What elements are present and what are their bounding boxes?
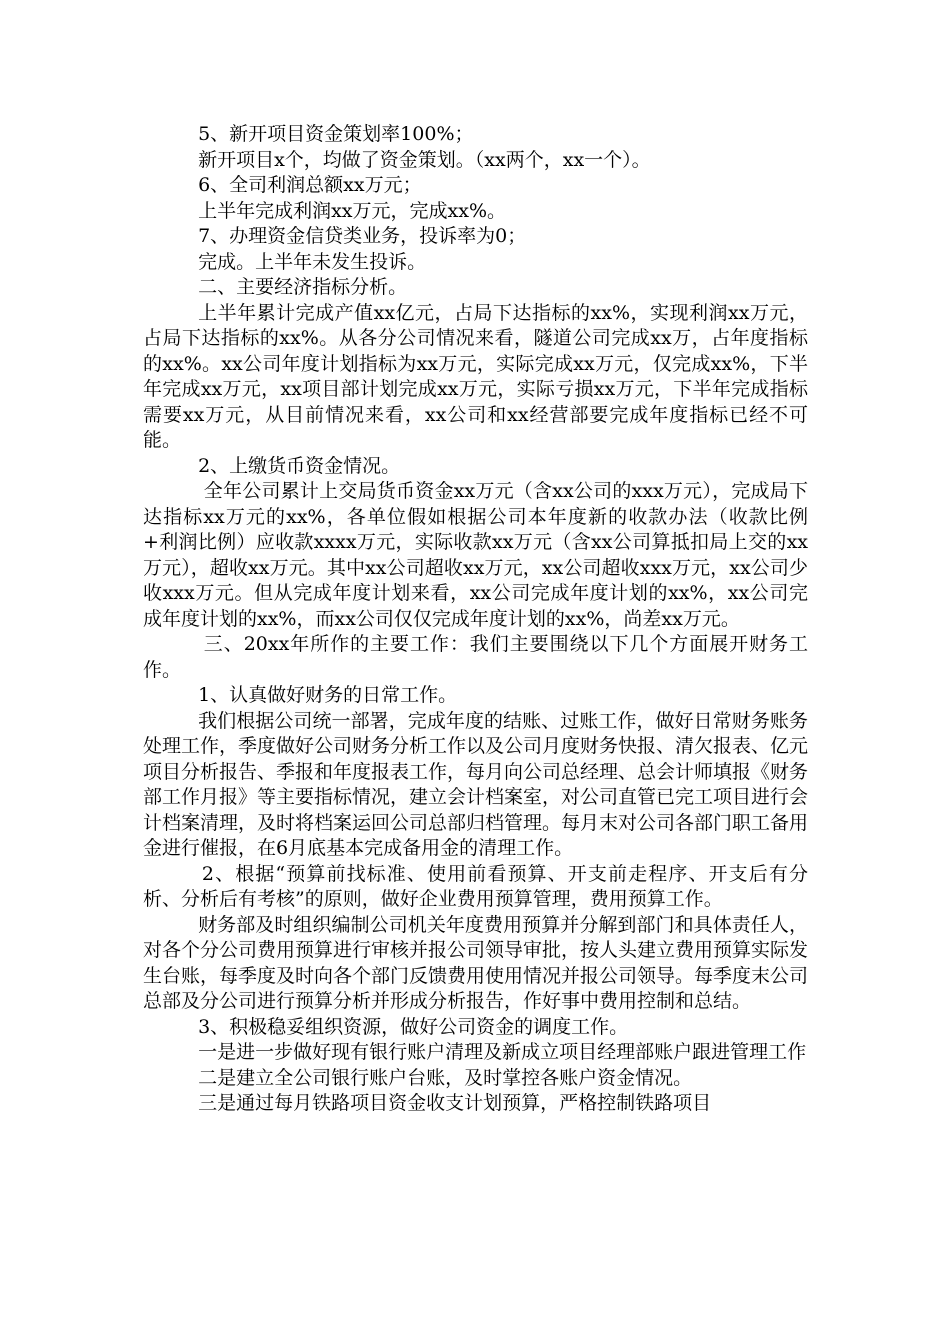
paragraph-18: 二是建立全公司银行账户台账，及时掌控各账户资金情况。: [198, 1066, 693, 1089]
document-page: [143, 122, 808, 1117]
paragraph-16: 3、积极稳妥组织资源，做好公司资金的调度工作。: [198, 1015, 629, 1038]
paragraph-3: 6、全司利润总额xx万元；: [198, 174, 422, 196]
paragraph-17: 一是进一步做好现有银行账户清理及新成立项目经理部账户跟进管理工作: [198, 1041, 807, 1063]
paragraph-9: 2、上缴货币资金情况。: [198, 454, 401, 477]
paragraph-19: 三是通过每月铁路项目资金收支计划预算，严格控制铁路项目: [198, 1092, 712, 1114]
paragraph-12: 1、认真做好财务的日常工作。: [198, 684, 458, 706]
paragraph-1: 5、新开项目资金策划率100%；: [198, 123, 474, 145]
paragraph-13: 我们根据公司统一部署，完成年度的结账、过账工作，做好日常财务账务处理工作，季度做好公司财务分析工作以及公司月度财务快报、清欠报表、亿元项目分析报告、季报和年度报表工作，每月向公司总经理、总会计师填报《财务部工作月报》等主要指标情况，建立会计档案室，对公司直管已完工项目进行会计档案清理，及时将档案运回公司总部归档管理。每月末对公司各部门职工备用金进行催报，在6月底基本完成备用金的清理工作。: [143, 709, 809, 859]
paragraph-14: 2、根据“预算前找标准、使用前看预算、开支前走程序、开支后有分析、分析后有考核”的原则，做好企业费用预算管理，费用预算工作。: [143, 862, 808, 910]
section-heading-3: 三、20xx年所作的主要工作：我们主要围绕以下几个方面展开财务工作。: [143, 633, 808, 681]
paragraph-2: 新开项目x个，均做了资金策划。（xx两个，xx一个）。: [198, 148, 651, 171]
paragraph-15: 财务部及时组织编制公司机关年度费用预算并分解到部门和具体责任人，对各个分公司费用预算进行审核并报公司领导审批，按人头建立费用预算实际发生台账，每季度及时向各个部门反馈费用使用情况并报公司领导。每季度末公司总部及分公司进行预算分析并形成分析报告，作好事中费用控制和总结。: [143, 913, 809, 1012]
paragraph-8: 上半年累计完成产值xx亿元，占局下达指标的xx%，实现利润xx万元，占局下达指标的xx%。从各分公司情况来看，隧道公司完成xx万，占年度指标的xx%。xx公司年度计划指标为xx万元，实际完成xx万元，仅完成xx%，下半年完成xx万元，xx项目部计划完成xx万元，实际亏损xx万元，下半年完成指标需要xx万元，从目前情况来看，xx公司和xx经营部要完成年度指标已经不可能。: [143, 301, 808, 451]
paragraph-6: 完成。上半年未发生投诉。: [198, 250, 427, 273]
paragraph-5: 7、办理资金信贷类业务，投诉率为0；: [198, 225, 527, 247]
paragraph-10: 全年公司累计上交局货币资金xx万元（含xx公司的xxx万元），完成局下达指标xx万元的xx%，各单位假如根据公司本年度新的收款办法（收款比例+利润比例）应收款xxxx万元，实际收款xx万元（含xx公司算抵扣局上交的xx万元），超收xx万元。其中xx公司超收xx万元，xx公司超收xxx万元，xx公司少收xxx万元。但从完成年度计划来看，xx公司完成年度计划的xx%，xx公司完成年度计划的xx%，而xx公司仅仅完成年度计划的xx%，尚差xx万元。: [143, 480, 808, 630]
section-heading-2: 二、主要经济指标分析。: [198, 276, 408, 298]
paragraph-4: 上半年完成利润xx万元，完成xx%。: [198, 199, 507, 222]
